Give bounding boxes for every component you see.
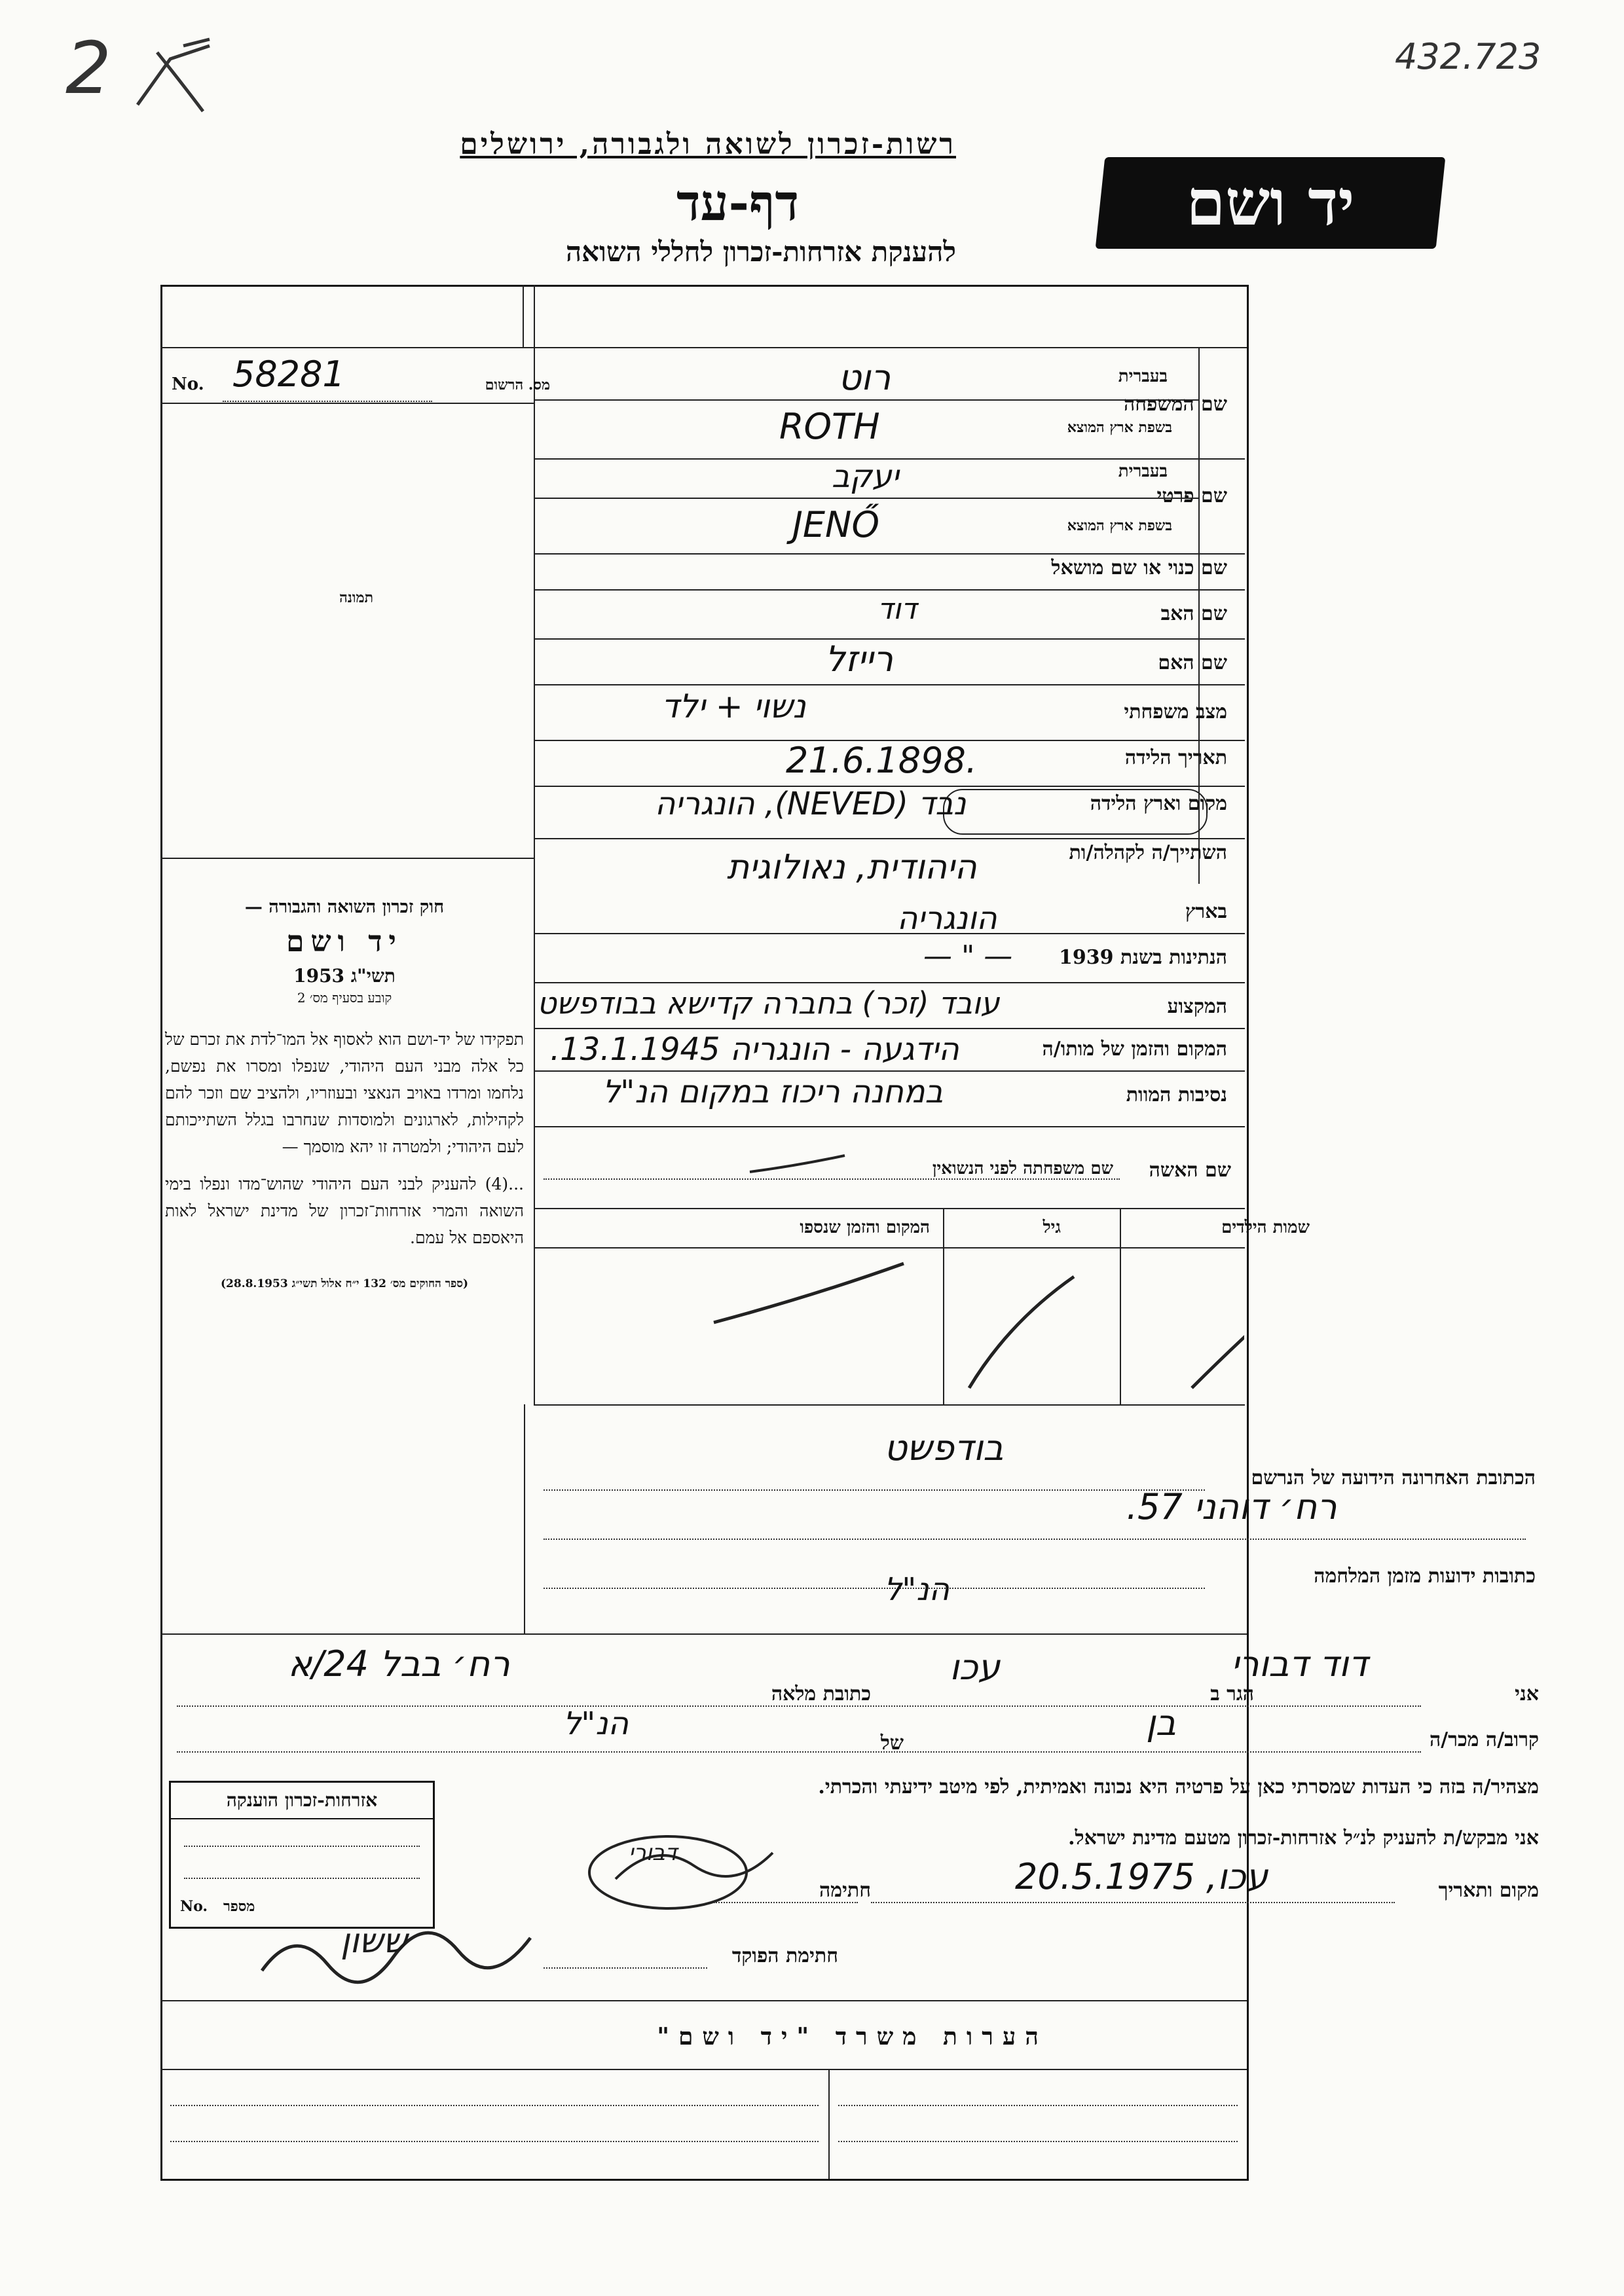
- citizenship-1939-label: הנתינות בשנת 1939: [1058, 946, 1227, 969]
- citizenship-1939: — " —: [923, 939, 1013, 973]
- law-title: חוק זכרון השואה והגבורה —: [244, 897, 445, 917]
- relation-label: קרוב/ה מכר/ה: [1430, 1728, 1539, 1751]
- place-date-label: מקום ותאריך: [1438, 1879, 1539, 1902]
- nickname-label: שם כנוי או שם מושאל: [1051, 556, 1227, 579]
- in-hebrew-label-2: בעברית: [1118, 462, 1168, 481]
- logo-text: יד ושם: [1186, 166, 1355, 240]
- registry-number: 58281: [232, 354, 345, 395]
- community-label: השתייך/ה לקהלה/ות: [1069, 841, 1227, 864]
- place-date: עכו, 20.5.1975: [1015, 1856, 1268, 1897]
- death-label: המקום והזמן של מותו/ה: [1042, 1038, 1227, 1061]
- declarant-signature-icon: [576, 1813, 799, 1921]
- marital-status: נשוי + ילד: [661, 687, 806, 725]
- photo-label: תמונה: [339, 589, 373, 606]
- citizenship-box: [169, 1781, 435, 1929]
- family-name-hebrew: רוט: [838, 357, 891, 398]
- law-name: יד ושם: [286, 925, 403, 958]
- origin-language-label-2: בשפת ארץ המוצא: [1067, 517, 1172, 534]
- family-name-label: שם המשפחה: [1123, 393, 1227, 416]
- corner-mark: 2: [65, 26, 111, 110]
- family-name-origin: ROTH: [779, 406, 880, 447]
- death-place-date: הידגעה - הונגריה 13.1.1945.: [550, 1031, 959, 1068]
- law-block: [165, 897, 524, 1290]
- circumstances-label: נסיבות המוות: [1126, 1084, 1227, 1106]
- citizenship-box-title: אזרחות-זכרון הוענקה: [171, 1783, 433, 1819]
- wife-blank-stroke-icon: [747, 1152, 851, 1181]
- given-name-hebrew: יעקב: [832, 458, 899, 495]
- wartime-address-label: כתובות ידועות מזמן המלחמה: [1314, 1565, 1536, 1588]
- mother-label: שם האם: [1158, 651, 1227, 674]
- form-title: דף-עד: [676, 173, 799, 232]
- law-clause: קובע בסעיף מס׳ 2: [297, 990, 392, 1006]
- mother-name: רייזל: [825, 638, 894, 680]
- in-hebrew-label: בעברית: [1118, 367, 1168, 386]
- corner-scribble-icon: [131, 33, 223, 120]
- children-blank-strokes-icon: [537, 1257, 1244, 1404]
- full-address-label: כתובת מלאה: [771, 1683, 871, 1705]
- last-address-label: הכתובת האחרונה הידועה של הנרשם: [1251, 1467, 1536, 1489]
- declarant-city: עכו: [950, 1647, 1001, 1688]
- law-text-2: ...(4) להעניק לבני העם היהודי שהוש־מדו ונפלו בימי השואה והמרי אזרחות־זכרון של מדינת ישראל לאות היאספם אל עמם.: [165, 1175, 524, 1247]
- circumstances: במחנה ריכוז במקום הנ"ל: [602, 1074, 944, 1110]
- birth-place-box: [943, 789, 1208, 835]
- country-label: בארץ: [1185, 900, 1227, 923]
- last-address-city: בודפשט: [884, 1427, 1004, 1468]
- law-text: תפקידו של יד-ושם הוא לאסוף אל המו־לדת את זכרם של כל אלה מבני העם היהודי, שנפלו ומסרו את נפשם, נלחמו ומרדו באויב הנאצי ובעוזריו, ולהציב שם וזכר להם לקהילות, לארגונים ולמוסדות שנחרבו בגלל השתייכותם לעם היהודי; ולמטרה זו יהא מוסמך —: [165, 1030, 524, 1156]
- citizenship-number-label: מספר: [223, 1898, 255, 1915]
- birth-place: נבד (NEVED), הונגריה: [655, 786, 967, 822]
- reference-number: 432.723: [1395, 36, 1541, 77]
- authority-title: רשות-זכרון לשואה ולגבורה, ירושלים: [460, 128, 956, 161]
- of-label: של: [880, 1732, 904, 1755]
- form-subtitle: להענקת אזרחות-זכרון לחללי השואה: [565, 236, 956, 268]
- law-year: תשי"ג 1953: [293, 965, 396, 987]
- last-address-street: רח׳ דוהני 57.: [1126, 1486, 1337, 1527]
- declarant-signature: דבורי: [629, 1840, 678, 1866]
- country: הונגריה: [897, 900, 997, 937]
- officer-signature: ששון: [341, 1922, 408, 1961]
- wife-maiden-label: שם משפחתה לפני הנשואין: [932, 1159, 1113, 1178]
- wife-label: שם האשה: [1149, 1159, 1231, 1182]
- relation: בן: [1146, 1702, 1176, 1743]
- yad-vashem-logo: [1096, 157, 1446, 249]
- birth-place-label: מקום וארץ הלידה: [1090, 792, 1227, 815]
- declarant-i-label: אני: [1515, 1683, 1539, 1705]
- citizenship-no-label: No.: [180, 1898, 208, 1915]
- given-name-label: שם פרטי: [1156, 484, 1227, 507]
- father-name: דוד: [877, 592, 917, 626]
- children-age-header: גיל: [1043, 1218, 1061, 1237]
- given-name-origin: JENŐ: [792, 504, 879, 545]
- birth-date-label: תאריך הלידה: [1124, 746, 1227, 769]
- children-name-header: שמות הילדים: [1221, 1218, 1310, 1237]
- registry-label: מס. הרשום: [485, 376, 550, 393]
- birth-date: 21.6.1898.: [786, 740, 977, 781]
- law-source: (ספר החוקים מס׳ 132 י״ח אלול תשי״ג 28.8.1953): [220, 1277, 469, 1290]
- declarant-address: רח׳ בבל 24/א: [288, 1643, 510, 1685]
- resides-label: הגר ב: [1210, 1683, 1254, 1705]
- wartime-address: הנ"ל: [884, 1571, 950, 1608]
- children-place-header: המקום והזמן שנספו: [800, 1218, 930, 1237]
- relation-of: הנ"ל: [563, 1705, 629, 1742]
- registry-no-label: No.: [172, 374, 204, 394]
- request-text: אני מבקש/ת להעניק לנ״ל אזרחות-זכרון מטעם מדינת ישראל.: [1068, 1827, 1539, 1850]
- signature-label: חתימה: [819, 1879, 871, 1902]
- officer-signature-label: חתימת הפוקד: [731, 1944, 838, 1967]
- declaration-text: מצהיר/ה בזה כי העדות שמסרתי כאן על פרטיה היא נכונה ואמיתית, לפי מיטב ידיעתי והכרתי.: [818, 1776, 1539, 1798]
- marital-status-label: מצב משפחתי: [1124, 701, 1227, 723]
- father-label: שם האב: [1160, 602, 1227, 625]
- profession: עובד (זכר) בחברה קדישא בבודפשט: [537, 985, 1000, 1021]
- office-remarks-title: הערות משרד "יד ושם": [657, 2023, 1048, 2050]
- declarant-name: דוד דבורי: [1231, 1643, 1368, 1685]
- profession-label: המקצוע: [1167, 995, 1227, 1018]
- community: היהודית, נאולוגית: [727, 848, 977, 887]
- origin-language-label: בשפת ארץ המוצא: [1067, 419, 1172, 436]
